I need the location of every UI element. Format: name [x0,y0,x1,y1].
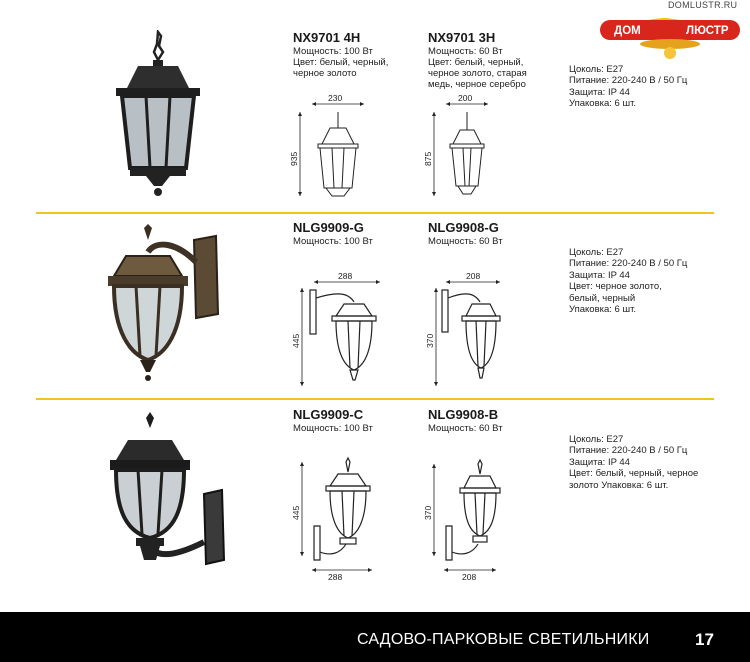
specifications: Цоколь: Е27 Питание: 220-240 В / 50 Гц Защита: IP 44 Цвет: черное золото, белый, черный Упаковка: 6 шт. [569,247,688,316]
height-label: 445 [291,505,301,520]
section-divider [36,398,714,400]
model-name: NLG9908-B [428,407,499,422]
logo-bulb [664,47,676,59]
specifications: Цоколь: Е27 Питание: 220-240 В / 50 Гц Защита: IP 44 Упаковка: 6 шт. [569,64,688,110]
section-divider [36,212,714,214]
product-description: Мощность: 60 Вт [428,236,503,247]
model-name: NLG9909-G [293,220,364,235]
model-name: NX9701 4H [293,30,361,45]
dimension-drawing [286,92,406,204]
dimension-drawing [286,456,396,582]
model-name: NLG9909-C [293,407,364,422]
height-label: 445 [291,333,301,348]
dimension-drawing [422,456,522,582]
product-description: Мощность: 60 Вт [428,423,503,434]
domlustr-logo [596,8,750,68]
height-label: 875 [423,151,433,166]
logo-word-left: ДОМ [614,25,641,37]
dimension-drawing [424,268,524,392]
hanging-lantern-photo [108,30,208,202]
wall-lantern-up-photo [100,410,230,580]
height-label: 935 [289,151,299,166]
product-description: Мощность: 100 Вт [293,236,373,247]
dimension-drawing [288,268,398,392]
width-label: 208 [462,572,477,582]
website-url[interactable]: DOMLUSTR.RU [668,0,738,10]
logo-word-right: ЛЮСТР [686,25,729,37]
product-description: Мощность: 60 Вт Цвет: белый, черный, черное золото, старая медь, черное серебро [428,46,527,90]
width-label: 208 [466,271,481,281]
catalog-section-title: САДОВО-ПАРКОВЫЕ СВЕТИЛЬНИКИ [357,631,650,648]
height-label: 370 [423,505,433,520]
height-label: 370 [425,333,435,348]
width-label: 230 [328,93,343,103]
product-description: Мощность: 100 Вт [293,423,373,434]
dimension-drawing [420,92,530,204]
specifications: Цоколь: Е27 Питание: 220-240 В / 50 Гц Защита: IP 44 Цвет: белый, черный, черное золото Упаковка: 6 шт. [569,434,699,491]
page-number: 17 [695,630,714,649]
width-label: 200 [458,93,473,103]
width-label: 288 [338,271,353,281]
wall-lantern-down-photo [96,222,226,392]
width-label: 288 [328,572,343,582]
product-description: Мощность: 100 Вт Цвет: белый, черный, черное золото [293,46,389,79]
model-name: NX9701 3H [428,30,496,45]
model-name: NLG9908-G [428,220,499,235]
